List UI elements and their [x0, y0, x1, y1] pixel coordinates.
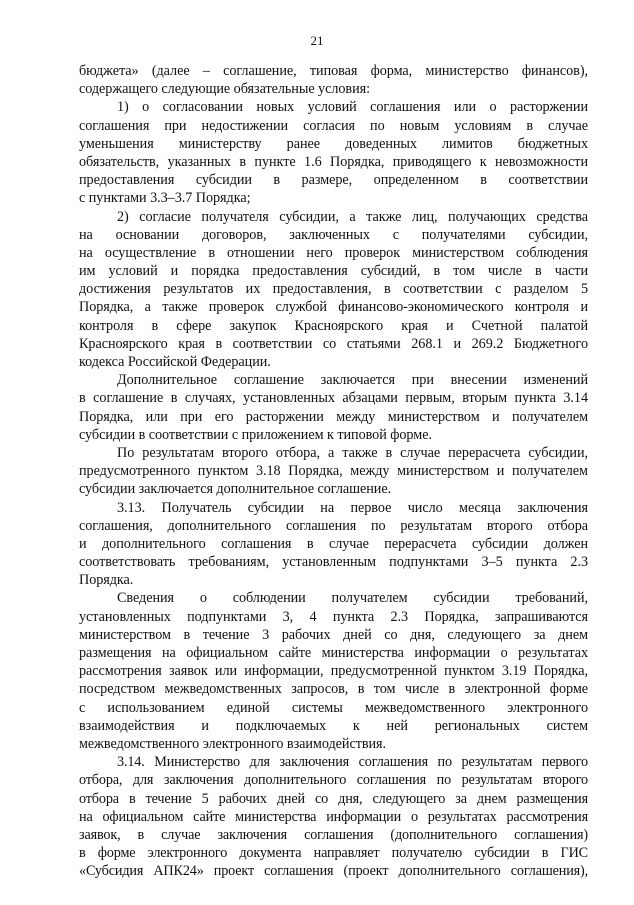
- text-line: кодекса Российской Федерации.: [79, 354, 271, 370]
- paragraph-intro: [79, 62, 588, 98]
- paragraph-condition-1: [79, 98, 588, 207]
- text-line: Сведения о соблюдении получателем субсидии требований,: [117, 590, 588, 607]
- paragraph-additional-agreement: [79, 371, 588, 444]
- text-line: отбора, для заключения дополнительного соглашения по результатам второго: [79, 772, 588, 789]
- text-line: размещения на официальном сайте министерства информации о результатах: [79, 645, 588, 661]
- text-line: 1) о согласовании новых условий соглашения или о расторжении: [117, 99, 588, 116]
- text-line: 2) согласие получателя субсидии, а также лиц, получающих средства: [117, 208, 588, 225]
- paragraph-condition-2: [79, 208, 588, 372]
- paragraph-3-13: [79, 499, 588, 590]
- text-line: Дополнительное соглашение заключается при внесении изменений: [117, 372, 588, 389]
- text-line: «Субсидия АПК24» проект соглашения (проект дополнительного соглашения),: [79, 863, 588, 880]
- text-line: на осуществление в отношении него проверок министерством соблюдения: [79, 244, 588, 261]
- text-line: министерством в течение 3 рабочих дней со дня, следующего за днем: [79, 626, 588, 643]
- text-line: Красноярского края в соответствии со статьями 268.1 и 269.2 Бюджетного: [79, 335, 588, 352]
- text-line: контроля в сфере закупок Красноярского края и Счетной палатой: [79, 317, 588, 334]
- text-line: Порядка, или при его расторжении между министерством и получателем: [79, 408, 588, 425]
- text-line: достижения результатов их предоставления, в соответствии с разделом 5: [79, 281, 588, 298]
- text-line: содержащего следующие обязательные условия:: [79, 81, 370, 98]
- text-line: предусмотренного пунктом 3.18 Порядка, между министерством и получателем: [79, 463, 588, 480]
- text-line: с пунктами 3.3–3.7 Порядка;: [79, 190, 251, 207]
- text-line: рассмотрения заявок или информации, предусмотренной пунктом 3.19 Порядка,: [79, 663, 588, 680]
- text-line: на официальном сайте министерства информации о результатах рассмотрения: [79, 808, 588, 825]
- text-line: соответствовать требованиям, установленным подпунктами 3–5 пункта 2.3: [79, 554, 588, 571]
- page-number: 21: [310, 33, 324, 48]
- text-line: уменьшения министерству ранее доведенных лимитов бюджетных: [79, 135, 588, 152]
- text-line: субсидии заключается дополнительное соглашение.: [79, 481, 392, 498]
- text-line: предоставления субсидии в размере, определенном в соответствии: [79, 172, 588, 189]
- paragraph-3-14: [79, 753, 588, 880]
- text-line: субсидии в соответствии с приложением к типовой форме.: [79, 426, 432, 443]
- document-body: [79, 62, 588, 880]
- text-line: в форме электронного документа направляет получателю субсидии в ГИС: [79, 845, 588, 862]
- text-line: взаимодействия и подключаемых к ней региональных систем: [79, 717, 588, 734]
- paragraph-information: [79, 589, 588, 753]
- text-line: посредством межведомственных запросов, в том числе в электронной форме: [79, 681, 588, 698]
- text-line: межведомственного электронного взаимодействия.: [79, 735, 387, 752]
- text-line: им условий и порядка предоставления субсидий, в том числе в части: [79, 263, 588, 280]
- text-line: установленных подпунктами 3, 4 пункта 2.3 Порядка, запрашиваются: [79, 608, 588, 625]
- paragraph-second-selection: [79, 444, 588, 499]
- text-line: По результатам второго отбора, а также в случае перерасчета субсидии,: [117, 444, 588, 461]
- text-line: Порядка.: [79, 572, 134, 589]
- text-line: соглашения при недостижении согласия по новым условиям в случае: [79, 117, 588, 134]
- text-line: в соглашение в случаях, установленных абзацами первым, вторым пункта 3.14: [79, 390, 588, 407]
- text-line: бюджета» (далее – соглашение, типовая форма, министерство финансов),: [79, 63, 588, 79]
- text-line: заявок, в случае заключения соглашения (дополнительного соглашения): [79, 826, 588, 843]
- text-line: с использованием единой системы межведомственного электронного: [79, 699, 588, 716]
- text-line: отбора в течение 5 рабочих дней со дня, следующего за днем размещения: [79, 790, 588, 807]
- text-line: на основании договоров, заключенных с получателями субсидии,: [79, 226, 588, 243]
- text-line: Порядка, а также проверок службой финансово-экономического контроля и: [79, 299, 588, 316]
- text-line: обязательств, указанных в пункте 1.6 Порядка, приводящего к невозможности: [79, 153, 588, 170]
- text-line: и дополнительного соглашения в случае перерасчета субсидии должен: [79, 535, 588, 552]
- text-line: соглашения, дополнительного соглашения по результатам второго отбора: [79, 517, 588, 534]
- text-line: 3.13. Получатель субсидии на первое число месяца заключения: [117, 499, 588, 516]
- text-line: 3.14. Министерство для заключения соглашения по результатам первого: [117, 754, 588, 771]
